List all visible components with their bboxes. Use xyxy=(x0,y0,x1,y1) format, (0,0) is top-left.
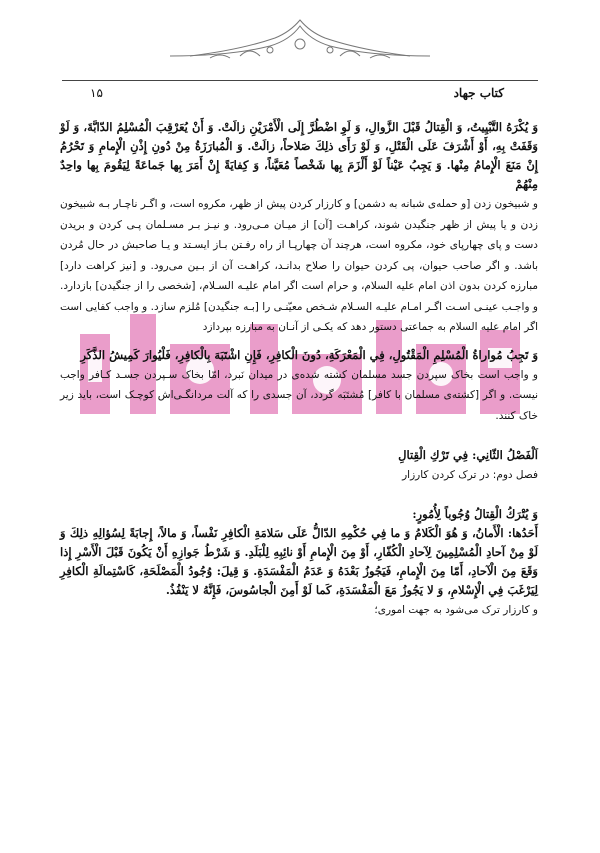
paragraph-persian-2: و واجب است بخاک سپردن جسد مسلمان کشته شده‌ی در میدان نَبرد، امّا بخاک سـپردن جسـد کـافر واجب نیست. و اگر [کشته‌ی مسلمان با کافر] مُشتَبَه گردد، آن جسدی را که آلت مردانگـی‌اش کوچـک است، باید زیر خاک کنند. xyxy=(60,368,538,422)
page-body xyxy=(60,118,538,621)
section-heading-persian: فصل دوم: در ترک کردن کارزار xyxy=(402,469,538,481)
header-rule xyxy=(62,80,538,81)
page-number: ۱۵ xyxy=(90,86,103,100)
paragraph-persian-3: و کارزار ترک می‌شود به جهت اموری؛ xyxy=(374,604,538,616)
paragraph-arabic-3: أَحَدُها: الْأَمانُ، وَ هُوَ الْكَلامُ وَ ما فِي حُكْمِهِ الدّالُّ عَلَى سَلامَةِ الْكافِرِ نَفْساً، وَ مالاً، إِجابَةً لِسُؤالِهِ ذلِكَ وَ لَوْ مِنْ آحادِ الْمُسْلِمِينَ لِآحادِ الْكُفّارِ، أَوْ مِنَ الْإِمامِ أَوْ نائِبِهِ لِلْبَلَدِ. وَ شَرْطُ جَوازِهِ أَنْ يَكُونَ قَبْلَ الْأَسْرِ إِذا وَقَعَ مِنَ الْآحادِ، أَمّا مِنَ الْإِمامِ، فَيَجُوزُ بَعْدَهُ وَ عَدَمُ الْمَفْسَدَةِ. وَ قِيلَ: وُجُودُ الْمَصْلَحَةِ، كَاسْتِمالَةِ الْكافِرِ لِيَرْغَبَ فِي الْإِسْلامِ، وَ لا يَجُوزُ مَعَ الْمَفْسَدَةِ، كَما لَوْ أَمِنَ الْجاسُوسَ، فَإِنَّهُ لا يَنْفُذُ. xyxy=(60,526,538,597)
paragraph-arabic-2: وَ تَجِبُ مُواراةُ الْمُسْلِمِ الْمَقْتُولِ، فِي الْمَعْرَكَةِ، دُونَ الْكافِرِ، فَإِنِ اشْتَبَهَ بِالْكافِرِ، فَلْيُوارَ كَمِيشُ الذَّكَرِ xyxy=(80,347,538,362)
paragraph-arabic-1: وَ يُكْرَهُ التَّبْيِيتُ، وَ الْقِتالُ قَبْلَ الزَّوالِ، وَ لَوِ اضْطُرَّ إِلَى الْأَمْرَيْنِ زالَتْ. وَ أَنْ يُعَرْقِبَ الْمُسْلِمُ الدّابَّةَ، وَ لَوْ وَقَفَتْ بِهِ، أَوْ أَشْرَفَ عَلَى الْقَتْلِ، وَ لَوْ رَأَى ذلِكَ صَلاحاً، زالَتْ. وَ الْمُبارَزَةُ مِنْ دُونِ إِذْنِ الْإِمامِ وَ تَحْرُمُ إِنْ مَنَعَ الْإِمامُ مِنْها. وَ يَجِبُ عَيْناً لَوْ أَلْزَمَ بِها شَخْصاً مُعَيَّناً، وَ كِفايَةً إِنْ أَمَرَ بِها جَماعَةً لِيَقُومَ بِها واحِدٌ مِنْهُمْ xyxy=(60,120,538,191)
section-heading-arabic: اَلْفَصْلُ الثّانِي: فِي تَرْكِ الْقِتالِ xyxy=(398,448,538,462)
paragraph-arabic-3-intro: وَ يُتْرَكُ الْقِتالُ وُجُوباً لِأُمُورٍ: xyxy=(412,507,538,521)
header-ornament-icon xyxy=(150,16,450,64)
paragraph-persian-1: و شبیخون زدن [و حمله‌ی شبانه به دشمن] و کارزار کردن پیش از ظهر، مکروه است، و اگـر ناچـار بـه شبیخون زدن و یا پیش از ظهر جنگیدن شوند، کراهـت [آن] از میـان مـی‌رود. و نیـز بـر مسـلمان پـی کردن و بریدن دست و پای چهارپای خود، مکروه است، هرچند آن چهارپـا از راه رفـتن بـاز ایسـتد و یـا صاحبش در حال مُردن باشد. و اگر صاحب حیوان، پی کردن حیوان را صلاح بدانـد، کراهـت آن از بـین می‌رود. و [نیز کراهت دارد] مبارزه کردن بدون اذن امام علیه السلام، و حرام است اگر امام علیـه السـلام، [شخصی را از جنگیدن] بازدارد. و واجـب عینـی اسـت اگـر امـام علیـه السـلام شـخص معیّنـی را [بـه جنگیدن] مُلزم سازد. و واجب کفایی است اگر امام علیه السلام به جماعتی دستور دهد که یکـی از آنـان به مبارزه بپردازد xyxy=(60,198,538,333)
running-title: کتاب جهاد xyxy=(453,86,504,100)
